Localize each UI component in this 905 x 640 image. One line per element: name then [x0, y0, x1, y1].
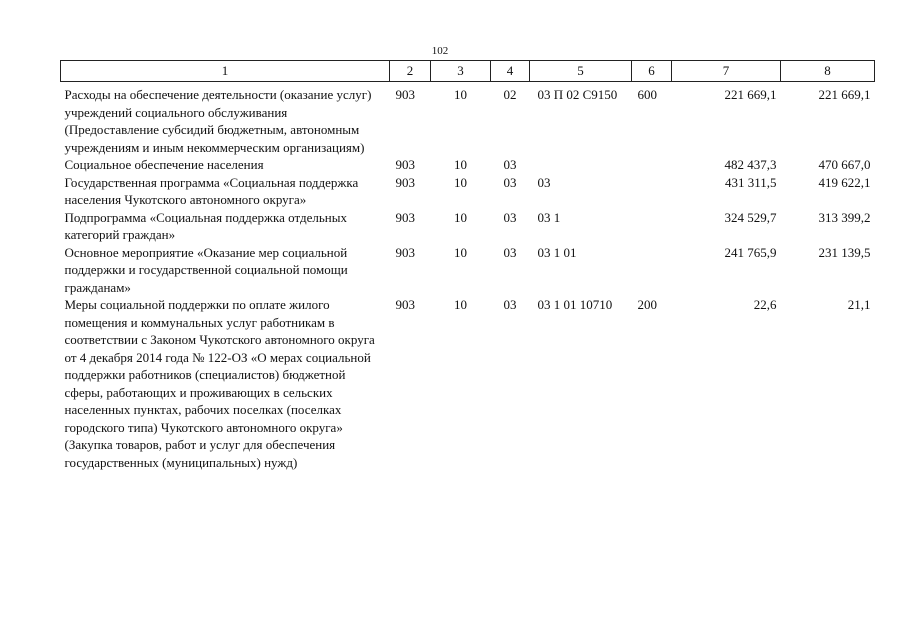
column-header: 4 [491, 61, 530, 82]
amount-cell: 470 667,0 [818, 157, 871, 172]
row-name-cell: Подпрограмма «Социальная поддержка отдельных категорий граждан» [64, 209, 347, 242]
expense-type-cell [632, 209, 672, 244]
section-code-cell: 10 [454, 87, 467, 102]
header-row [61, 61, 875, 82]
table-row [61, 156, 875, 174]
column-header: 7 [672, 61, 781, 82]
subsection-code-cell: 03 [503, 297, 517, 312]
amount-cell: 22,6 [753, 297, 777, 312]
expense-type-cell [632, 174, 672, 209]
amount-cell: 482 437,3 [724, 157, 777, 172]
row-name-cell: Основное мероприятие «Оказание мер социальной поддержки и государственной социальной помощи гражданам» [64, 244, 348, 295]
budget-table [60, 60, 875, 471]
row-name-cell: Социальное обеспечение населения [64, 157, 264, 172]
table-body [61, 82, 875, 472]
page-number: 102 [431, 45, 449, 57]
target-article-cell [530, 156, 632, 174]
amount-cell: 221 669,1 [724, 87, 777, 102]
row-name-cell: Расходы на обеспечение деятельности (оказание услуг) учреждений социального обслуживания (Предоставление субсидий бюджетным, автономным учреждениям и иным некоммерческим организациям) [64, 87, 372, 155]
table-row [61, 209, 875, 244]
amount-cell: 313 399,2 [818, 209, 871, 225]
expense-type-cell: 600 [637, 87, 657, 102]
table-row [61, 296, 875, 471]
amount-cell: 431 311,5 [724, 174, 777, 190]
column-header: 6 [632, 61, 672, 82]
subsection-code-cell: 03 [503, 244, 517, 260]
column-header: 3 [431, 61, 491, 82]
expense-type-cell [632, 244, 672, 297]
expense-type-cell: 200 [637, 297, 657, 312]
subsection-code-cell: 02 [503, 87, 517, 102]
target-article-cell: 03 1 [537, 209, 561, 225]
table-row [61, 244, 875, 297]
ministry-code-cell: 903 [395, 297, 415, 312]
amount-cell: 221 669,1 [818, 87, 871, 102]
section-code-cell: 10 [454, 244, 467, 260]
subsection-code-cell: 03 [503, 174, 517, 190]
section-code-cell: 10 [454, 157, 467, 172]
column-header: 5 [530, 61, 632, 82]
ministry-code-cell: 903 [395, 87, 415, 102]
target-article-cell: 03 1 01 [537, 244, 577, 260]
section-code-cell: 10 [454, 174, 467, 190]
column-header: 2 [390, 61, 431, 82]
expense-type-cell [632, 156, 672, 174]
section-code-cell: 10 [454, 297, 467, 312]
subsection-code-cell: 03 [503, 209, 517, 225]
column-header: 8 [781, 61, 875, 82]
amount-cell: 241 765,9 [724, 244, 777, 260]
subsection-code-cell: 03 [503, 157, 517, 172]
amount-cell: 419 622,1 [818, 174, 871, 190]
section-code-cell: 10 [454, 209, 467, 225]
ministry-code-cell: 903 [395, 174, 415, 190]
row-name-cell: Государственная программа «Социальная поддержка населения Чукотского автономного округа» [64, 174, 359, 207]
ministry-code-cell: 903 [395, 209, 415, 225]
column-header: 1 [61, 61, 390, 82]
ministry-code-cell: 903 [395, 157, 415, 172]
target-article-cell: 03 [537, 174, 551, 190]
table-row [61, 82, 875, 157]
table-row [61, 174, 875, 209]
target-article-cell: 03 1 01 10710 [537, 297, 613, 312]
target-article-cell: 03 П 02 С9150 [537, 87, 618, 102]
row-name-cell: Меры социальной поддержки по оплате жилого помещения и коммунальных услуг работникам в соответствии с Законом Чукотского автономного округа от 4 декабря 2014 года № 122-ОЗ «О мерах социальной поддержки работников (специалистов) бюджетной сферы, работающих и проживающих в сельских населенных пунктах, рабочих поселках (поселках городского типа) Чукотского автономного округа» (Закупка товаров, работ и услуг для обеспечения государственных (муниципальных) нужд) [64, 297, 375, 470]
amount-cell: 231 139,5 [818, 244, 871, 260]
amount-cell: 324 529,7 [724, 209, 777, 225]
amount-cell: 21,1 [847, 297, 871, 312]
ministry-code-cell: 903 [395, 244, 415, 260]
